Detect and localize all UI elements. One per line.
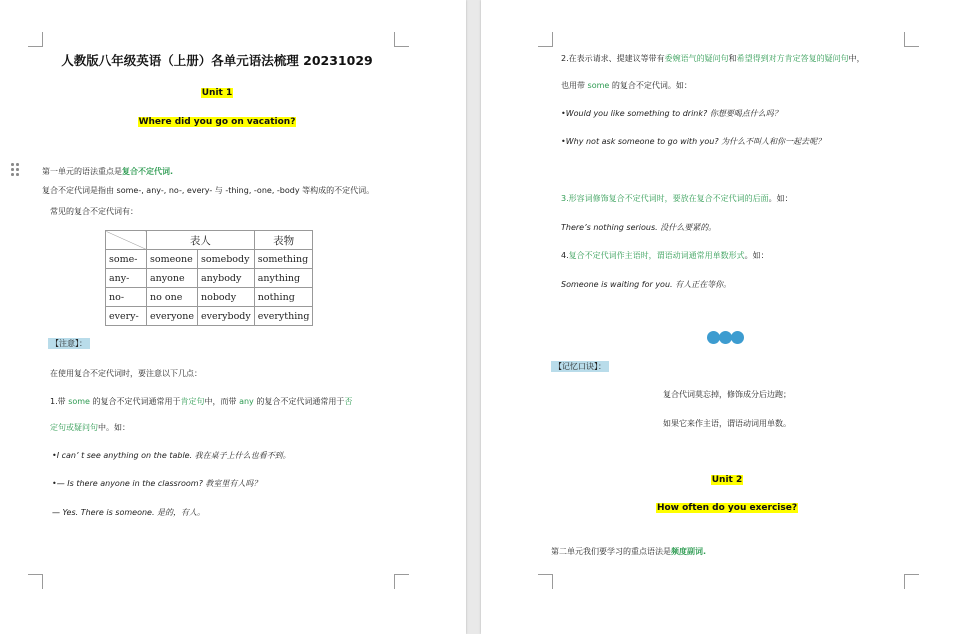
- point3: [561, 194, 793, 204]
- text: 中。如：: [98, 423, 130, 432]
- memo-heading: [551, 361, 609, 373]
- table-cell: every-: [106, 307, 147, 326]
- crop-mark: [28, 574, 43, 589]
- table-row: [106, 307, 313, 326]
- memo-line-2: 如果它来作主语，谓语动词用单数。: [663, 419, 791, 428]
- example-sentence: •Why not ask someone to go with you? 为什么不叫人和你一起去呢？: [561, 137, 826, 146]
- intro-text: 第一单元的语法重点是: [42, 167, 122, 176]
- table-cell: nothing: [254, 288, 313, 307]
- crop-mark: [904, 32, 919, 47]
- note-label: 【注意】：: [48, 338, 90, 349]
- table-cell: everyone: [147, 307, 198, 326]
- text: 1.带: [50, 397, 69, 406]
- unit1-label: Unit 1: [201, 88, 233, 98]
- crop-mark: [904, 574, 919, 589]
- text: 的复合不定代词通常用于: [89, 397, 181, 406]
- table-cell: some-: [106, 250, 147, 269]
- table-cell: something: [254, 250, 313, 269]
- text: 的复合不定代词。如：: [609, 81, 692, 90]
- crop-mark: [28, 32, 43, 47]
- example-sentence: •Would you like something to drink? 你想要喝点什么吗？: [561, 109, 782, 118]
- unit1-intro: [42, 167, 173, 177]
- example-sentence: There’s nothing serious. 没什么要紧的。: [561, 223, 717, 232]
- point1-line2: [50, 423, 130, 433]
- point1-line1: [50, 397, 352, 407]
- text: 也用带: [561, 81, 588, 90]
- point2-line1: [561, 54, 865, 64]
- unit2-subtitle: How often do you exercise?: [656, 503, 798, 513]
- table-row: [106, 250, 313, 269]
- example-sentence: Someone is waiting for you. 有人正在等你。: [561, 280, 732, 289]
- definition-text: 复合不定代词是指由 some-, any-, no-, every- 与 -thing, -one, -body 等构成的不定代词。: [42, 186, 375, 195]
- example-sentence: •I can’ t see anything on the table. 我在桌子上什么也看不到。: [52, 451, 291, 460]
- intro-focus: 复合不定代词.: [122, 167, 174, 176]
- text: some: [587, 81, 610, 90]
- unit2-intro: [551, 547, 706, 557]
- table-cell: everybody: [197, 307, 254, 326]
- text: 委婉语气的疑问句: [664, 54, 729, 63]
- drag-handle-icon[interactable]: [11, 163, 19, 177]
- table-cell: anything: [254, 269, 313, 288]
- point4: [561, 251, 769, 261]
- unit2-subheading: [481, 502, 973, 514]
- document-page-2: [481, 0, 979, 634]
- unit2-label: Unit 2: [711, 475, 743, 485]
- table-cell: everything: [254, 307, 313, 326]
- note-intro: 在使用复合不定代词时，要注意以下几点：: [50, 369, 202, 378]
- table-cell: somebody: [197, 250, 254, 269]
- document-page-1: [0, 0, 466, 634]
- text: 。如：: [744, 251, 769, 260]
- table-cell: nobody: [197, 288, 254, 307]
- memo-label: 【记忆口诀】：: [551, 361, 609, 372]
- common-label: 常见的复合不定代词有：: [50, 207, 138, 216]
- table-header-things: 表物: [254, 231, 313, 250]
- memo-line-1: 复合代词莫忘掉，修饰成分后边跑；: [663, 390, 791, 399]
- text: 中，而带: [204, 397, 240, 406]
- note-heading: [48, 338, 90, 350]
- example-sentence: — Yes. There is someone. 是的，有人。: [52, 508, 206, 517]
- table-cell: anyone: [147, 269, 198, 288]
- table-cell: any-: [106, 269, 147, 288]
- text: 第二单元我们要学习的重点语法是: [551, 547, 671, 556]
- crop-mark: [538, 574, 553, 589]
- text: 4.: [561, 251, 569, 260]
- table-row: [106, 288, 313, 307]
- text: 中，: [848, 54, 865, 63]
- text: 定句或疑问句: [50, 423, 98, 432]
- table-header-people: 表人: [147, 231, 255, 250]
- text: 2.在表示请求、提建议等带有: [561, 54, 665, 63]
- point2-line2: [561, 81, 692, 91]
- text: 复合不定代词作主语时，谓语动词通常用单数形式: [568, 251, 745, 260]
- unit1-subheading: [0, 116, 434, 128]
- table-corner-cell: [106, 231, 147, 250]
- text: some: [68, 397, 90, 406]
- text: 否: [344, 397, 353, 406]
- text: any: [239, 397, 254, 406]
- table-cell: no-: [106, 288, 147, 307]
- document-title: 人教版八年级英语（上册）各单元语法梳理 20231029: [61, 53, 373, 68]
- text: 3.形容词修饰复合不定代词时，要放在复合不定代词的后面: [561, 194, 769, 203]
- example-sentence: •— Is there anyone in the classroom? 教室里有人吗？: [52, 479, 262, 488]
- unit1-heading: [0, 87, 434, 99]
- text: 和: [728, 54, 737, 63]
- unit1-subtitle: Where did you go on vacation?: [138, 117, 296, 127]
- pronoun-table: [105, 230, 313, 326]
- text: 频度副词.: [671, 547, 707, 556]
- text: 希望得到对方肯定答复的疑问句: [736, 54, 849, 63]
- table-cell: no one: [147, 288, 198, 307]
- text: 的复合不定代词通常用于: [253, 397, 345, 406]
- text: 肯定句: [180, 397, 205, 406]
- table-cell: someone: [147, 250, 198, 269]
- unit2-heading: [481, 474, 973, 486]
- table-header-row: [106, 231, 313, 250]
- crop-mark: [538, 32, 553, 47]
- crop-mark: [394, 32, 409, 47]
- text: 。如：: [768, 194, 793, 203]
- table-row: [106, 269, 313, 288]
- table-cell: anybody: [197, 269, 254, 288]
- decorative-dots-icon: [707, 331, 747, 345]
- crop-mark: [394, 574, 409, 589]
